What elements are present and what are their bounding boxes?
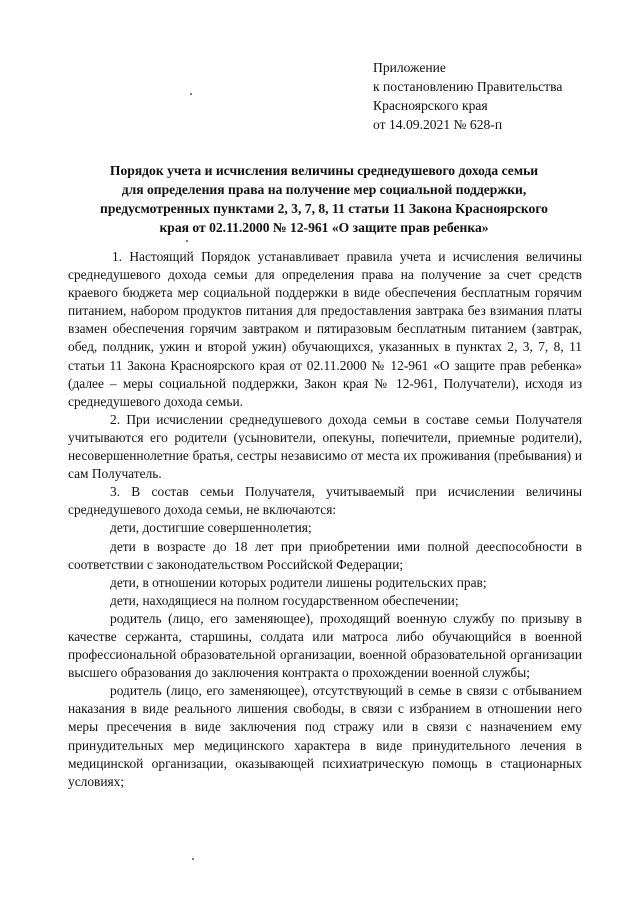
scan-speck [192, 858, 194, 860]
paragraph-2: 2. При исчислении среднедушевого дохода семьи в составе семьи Получателя учитываются его родители (усыновители, опекуны, попечители, приемные родители), несовершеннолетние братья, сестры независимо от места их проживания (пребывания) и сам Получатель. [68, 411, 582, 482]
appendix-line: от 14.09.2021 № 628-п [373, 117, 503, 132]
paragraph-1: 1. Настоящий Порядок устанавливает правила учета и исчисления величины среднедушевого дохода семьи для определения права на получение за счет средств краевого бюджета мер социальной поддержки в виде обеспечения бесплатным горячим питанием, набором продуктов питания для предоставления завтрака без взимания платы взамен обеспечения горячим завтраком и пятиразовым бесплатным питанием (завтрак, обед, полдник, ужин и второй ужин) обучающихся, указанных в пунктах 2, 3, 7, 8, 11 статьи 11 Закона Красноярского края от 02.11.2000 № 12-961 «О защите прав ребенка» (далее – меры социальной поддержки, Закон края № 12-961, Получатели), исходя из среднедушевого дохода семьи. [68, 249, 582, 409]
title-line: для определения права на получение мер социальной поддержки, [121, 182, 527, 197]
document-body [68, 248, 582, 791]
title-line: края от 02.11.2000 № 12-961 «О защите прав ребенка» [159, 220, 489, 235]
exclusion-item: дети в возрасте до 18 лет при приобретении ими полной дееспособности в соответствии с законодательством Российской Федерации; [68, 538, 582, 572]
exclusion-item: дети, достигшие совершеннолетия; [110, 520, 312, 536]
document-title [60, 161, 588, 237]
exclusion-item: дети, в отношении которых родители лишены родительских прав; [110, 574, 487, 590]
title-line: Порядок учета и исчисления величины среднедушевого дохода семьи [109, 163, 539, 178]
appendix-line: к постановлению Правительства [373, 79, 563, 94]
paragraph-3: 3. В состав семьи Получателя, учитываемый при исчислении величины среднедушевого дохода семьи, не включаются: [68, 484, 582, 518]
exclusion-item: родитель (лицо, его заменяющее), отсутствующий в семье в связи с отбыванием наказания в виде реального лишения свободы, в связи с избранием в отношении него меры пресечения в виде заключения под стражу или в связи с назначением ему принудительных мер медицинского характера в виде принудительного лечения в медицинской организации, оказывающей психиатрическую помощь в стационарных условиях; [68, 683, 582, 789]
exclusion-item: дети, находящиеся на полном государственном обеспечении; [110, 592, 459, 608]
appendix-line: Красноярского края [373, 98, 488, 113]
scan-speck [186, 240, 188, 242]
exclusion-item: родитель (лицо, его заменяющее), проходящий военную службу по призыву в качестве сержанта, старшины, солдата или матроса либо обучающийся в военной профессиональной образовательной организации, военной образовательной организации высшего образования до заключения контракта о прохождении военной службы; [68, 610, 582, 681]
appendix-line: Приложение [373, 60, 446, 75]
title-line: предусмотренных пунктами 2, 3, 7, 8, 11 статьи 11 Закона Красноярского [100, 201, 548, 216]
appendix-block [373, 58, 623, 134]
scan-speck [190, 93, 192, 95]
